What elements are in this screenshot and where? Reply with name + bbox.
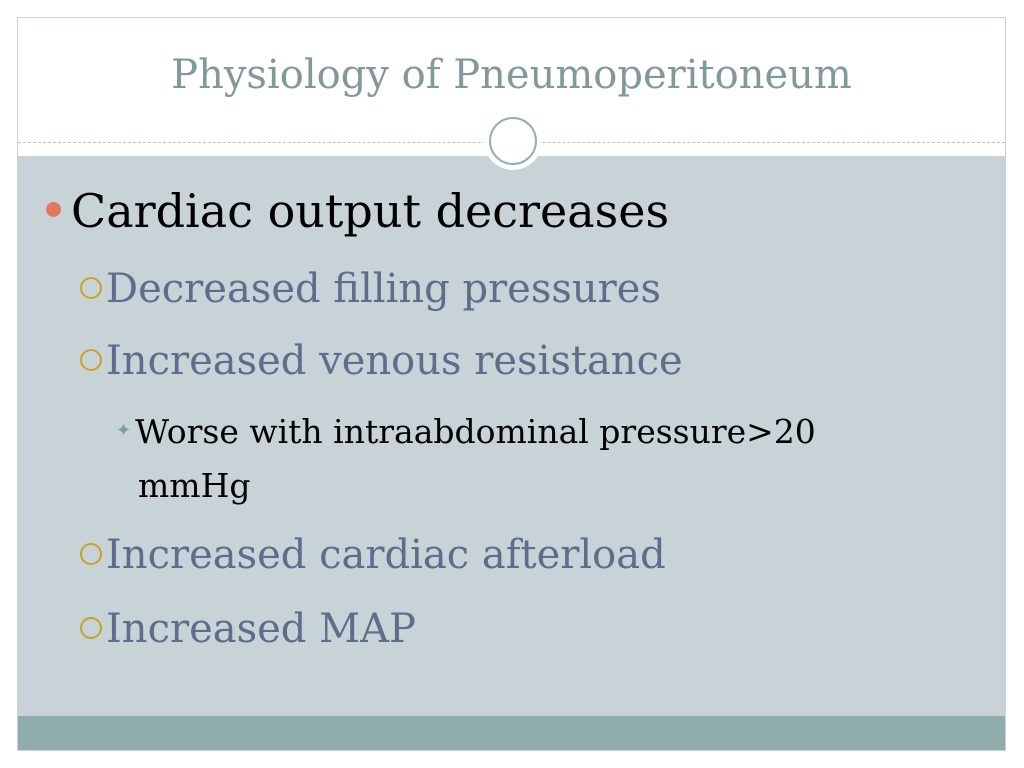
hollow-circle-bullet-icon <box>80 617 102 639</box>
bullet-subsub-continuation <box>138 466 251 505</box>
bullet-subsub-text: Worse with intraabdominal pressure>20 <box>135 412 816 451</box>
slide <box>17 17 1006 751</box>
hollow-circle-bullet-icon <box>80 543 102 565</box>
hollow-circle-bullet-icon <box>80 349 102 371</box>
four-point-star-bullet-icon: ✦ <box>116 419 132 441</box>
bullet-subsub <box>116 412 816 451</box>
footer-bar <box>18 716 1005 751</box>
bullet-sub <box>80 266 661 312</box>
bullet-main <box>46 184 669 238</box>
filled-circle-bullet-icon <box>46 202 61 217</box>
bullet-sub-text: Increased venous resistance <box>106 338 683 384</box>
bullet-sub-text: Decreased filling pressures <box>106 266 661 312</box>
bullet-sub <box>80 338 683 384</box>
bullet-sub <box>80 606 416 652</box>
ornament-ring-icon <box>489 117 537 165</box>
bullet-subsub-text: mmHg <box>138 466 251 505</box>
bullet-main-text: Cardiac output decreases <box>71 184 670 238</box>
bullet-sub <box>80 532 666 578</box>
hollow-circle-bullet-icon <box>80 277 102 299</box>
slide-title: Physiology of Pneumoperitoneum <box>171 52 852 98</box>
bullet-sub-text: Increased MAP <box>106 606 416 652</box>
bullet-sub-text: Increased cardiac afterload <box>106 532 666 578</box>
